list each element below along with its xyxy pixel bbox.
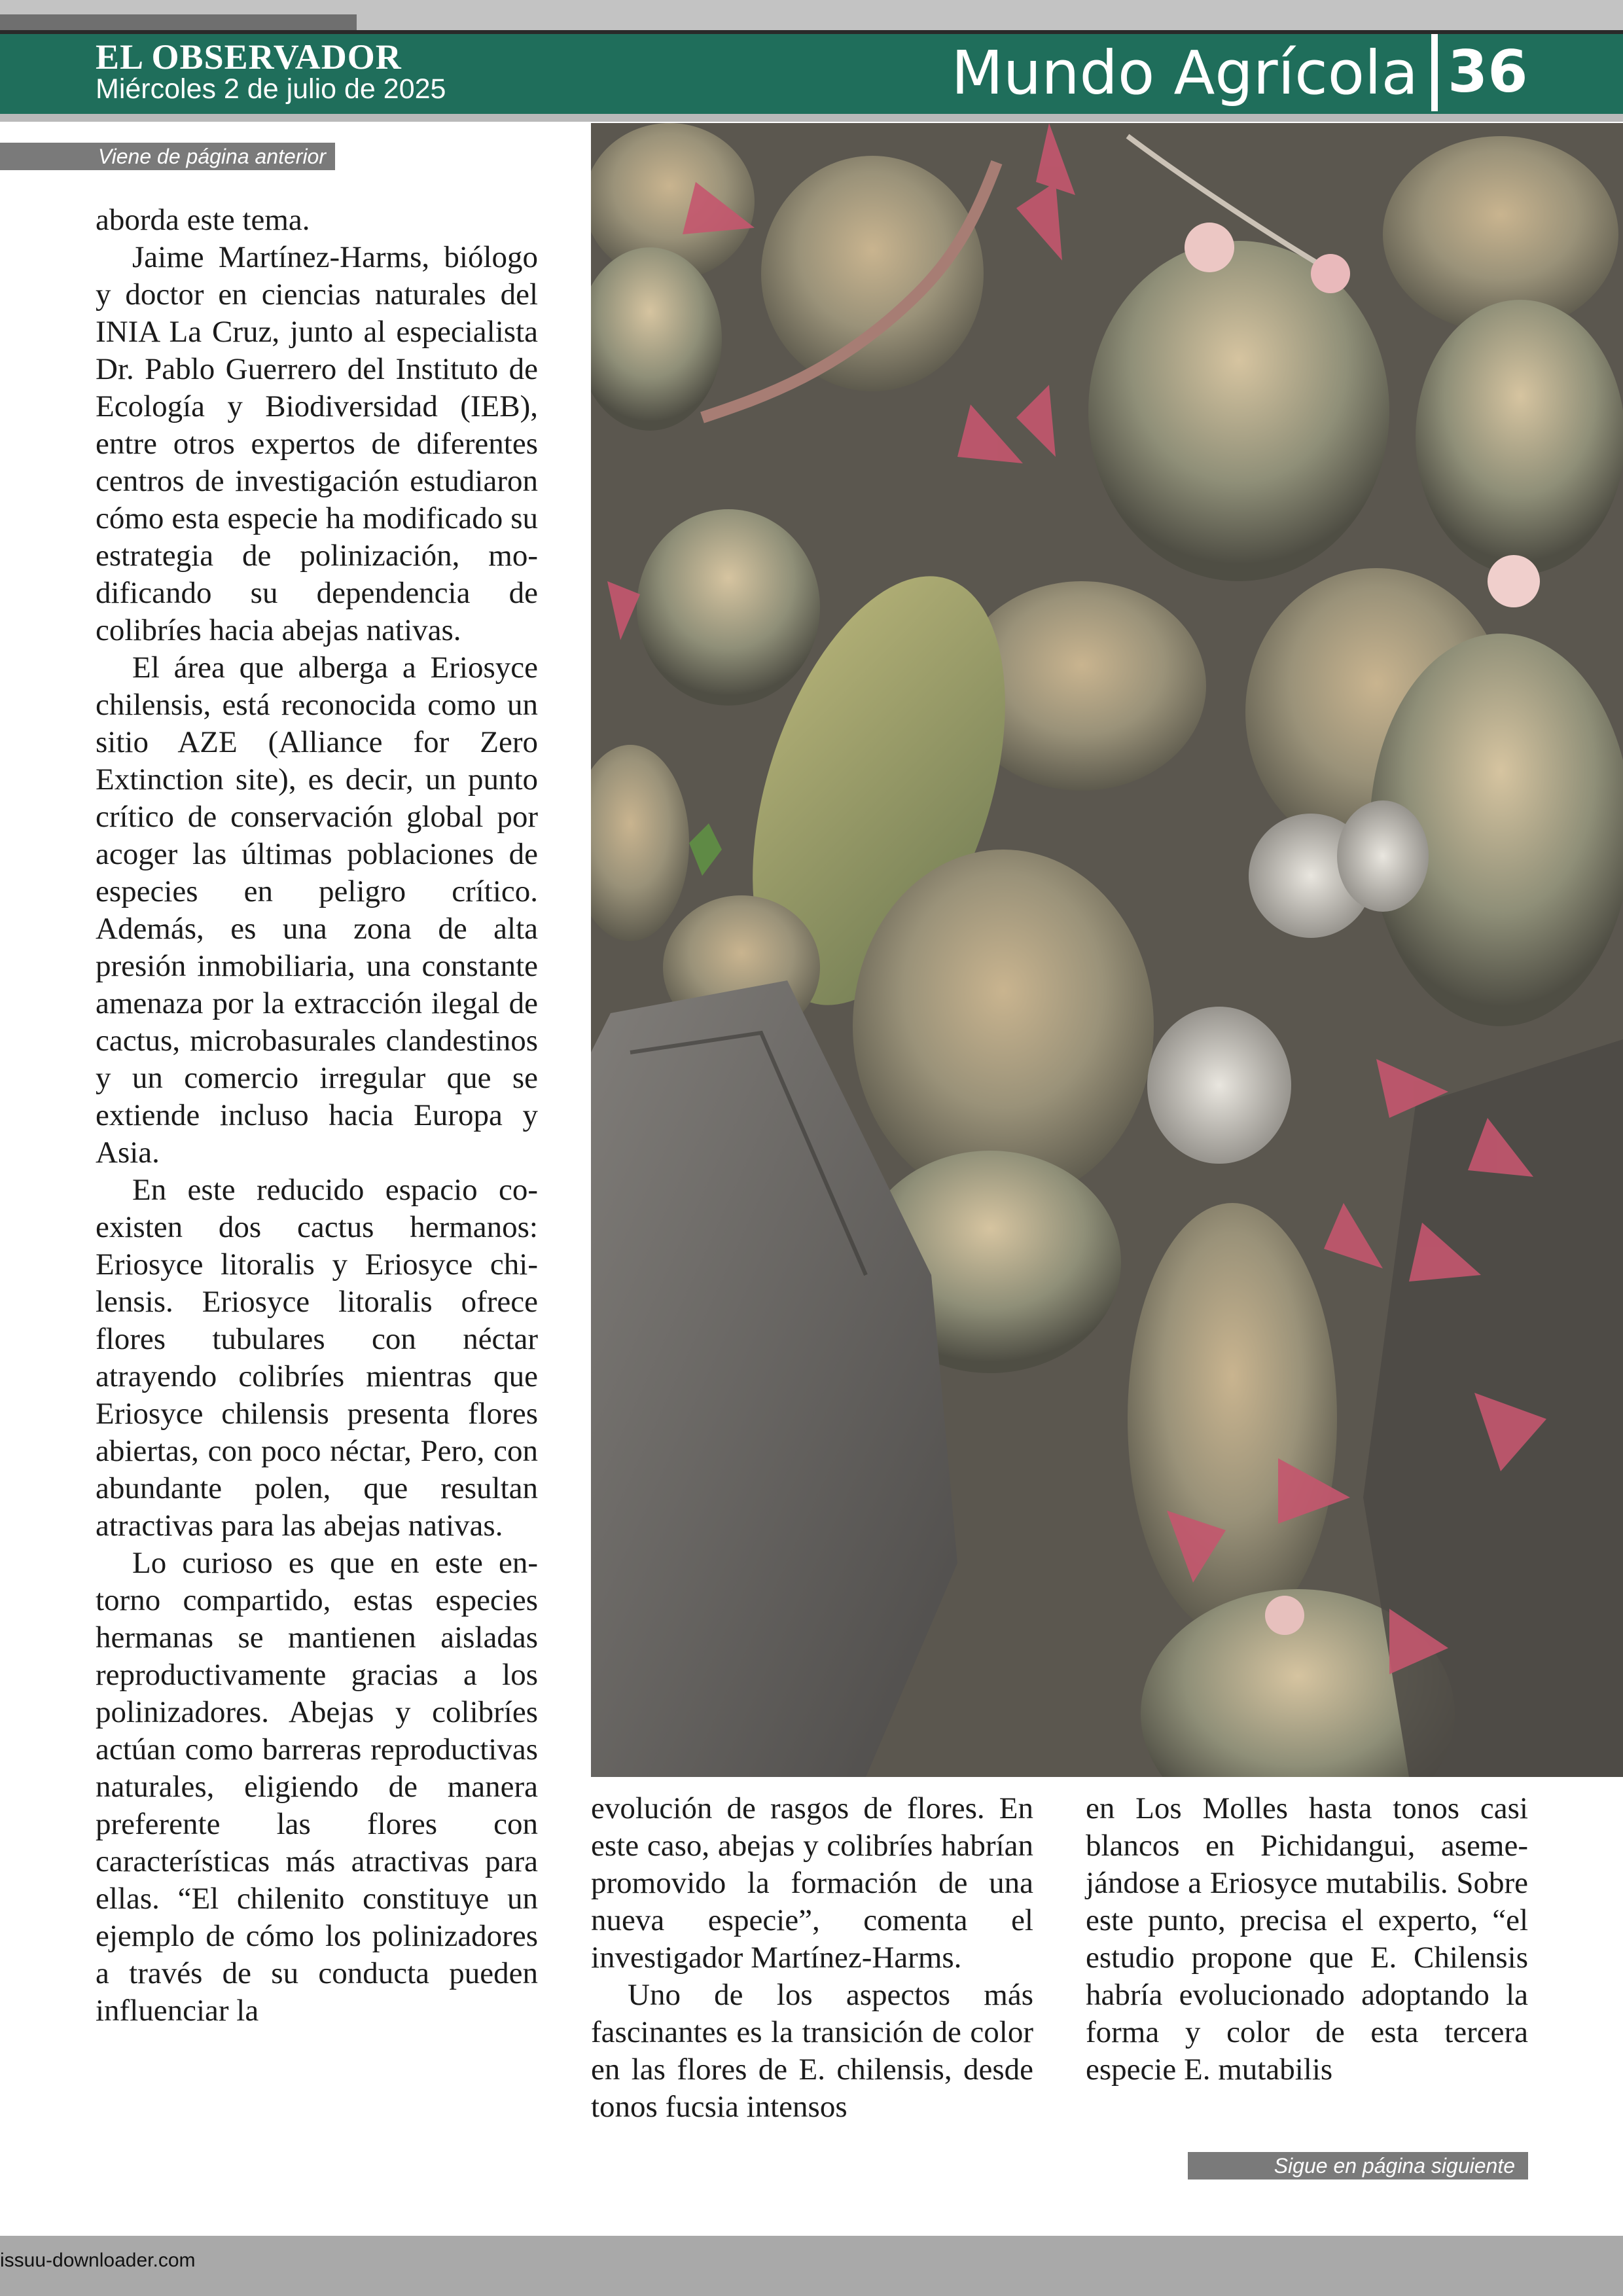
paragraph: El área que alberga a Eriosyce chilensis, está reconocida como un sitio AZE (Alliance for Zero Extinction site), es decir, un punto crítico de conservación global por acoger las últimas poblaciones de especies en peligro crítico. Además, es una zona de alta presión inmobiliaria, una constante amenaza por la extracción ilegal de cactus, microbasurales clandestinos y un comercio irregular que se extiende incluso hacia Europa y Asia. — [96, 651, 538, 1170]
article-column-3 — [1086, 1790, 1528, 2089]
paragraph: evolución de rasgos de flores. En este caso, abejas y colibríes habrían promovido la formación de una nueva especie”, comenta el investigador Martínez-Harms. — [591, 1791, 1033, 1975]
cactus-photo — [591, 123, 1623, 1777]
masthead-underline — [0, 114, 1623, 122]
page-number: 36 — [1448, 38, 1528, 105]
paragraph: en Los Molles hasta tonos casi blancos en Pichidangui, asemejándose a Eriosyce mutabilis. Sobre este punto, precisa el experto, “el estudio propone que E. Chilensis habría evolucionado adoptando la forma y color de esta tercera especie E. mutabilis — [1086, 1791, 1528, 2087]
paragraph: Uno de los aspectos más fascinantes es la transición de color en las flores de E. chilensis, desde tonos fucsia intensos — [591, 1978, 1033, 2124]
footer-bar — [0, 2236, 1623, 2296]
continued-from-tag: Viene de página anterior — [0, 143, 335, 170]
paragraph: En este reducido espacio coexisten dos cactus hermanos: Eriosyce litoralis y Eriosyce chilensis. Eriosyce litoralis ofrece flores tubulares con néctar atrayendo colibríes mientras que Eriosyce chilensis presenta flores abiertas, con poco néctar, Pero, con abundante polen, que resultan atractivas para las abejas nativas. — [96, 1173, 538, 1543]
paragraph: aborda este tema. — [96, 203, 310, 237]
article-column-2 — [591, 1790, 1033, 2126]
section-divider — [1431, 34, 1438, 111]
newspaper-name: EL OBSERVADOR — [96, 37, 402, 77]
top-tab-accent — [0, 14, 357, 30]
continued-to-tag: Sigue en página siguiente — [1188, 2152, 1528, 2179]
paragraph: Lo curioso es que en este entorno compartido, estas especies hermanas se mantienen aisladas reproductivamente gracias a los polinizadores. Abejas y colibríes actúan como barreras reproductivas naturales, eligiendo de manera preferente las flores con características más atractivas para ellas. “El chilenito constituye un ejemplo de cómo los polinizadores a través de su conducta pueden influenciar la — [96, 1546, 538, 2028]
article-column-1 — [96, 202, 538, 2030]
watermark-text: issuu-downloader.com — [0, 2250, 196, 2271]
issue-date: Miércoles 2 de julio de 2025 — [96, 73, 446, 105]
paragraph: Jaime Martínez-Harms, biólogo y doctor en ciencias naturales del INIA La Cruz, junto al especialista Dr. Pablo Guerrero del Instituto de Ecología y Biodiversidad (IEB), entre otros expertos de diferentes centros de investigación estudiaron cómo esta especie ha modificado su estrategia de polinización, modificando su dependencia de colibríes hacia abejas nativas. — [96, 240, 538, 647]
section-title: Mundo Agrícola — [951, 38, 1418, 108]
